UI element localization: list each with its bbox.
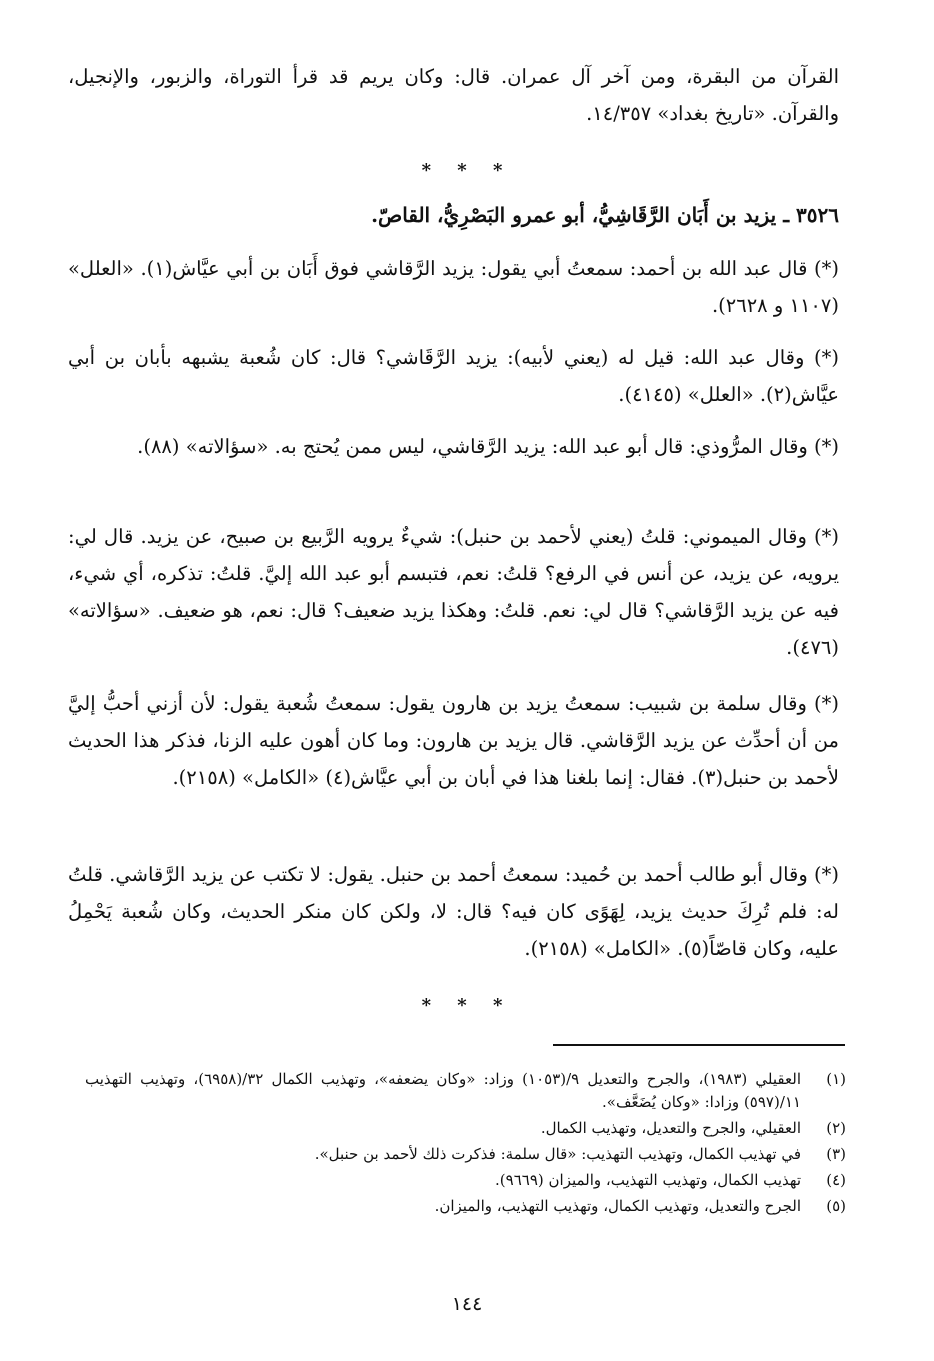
footnote-number: (١) [826, 1070, 846, 1088]
footnote-number: (٣) [826, 1145, 846, 1163]
top-paragraph-block [68, 58, 839, 132]
footnote-item [85, 1068, 846, 1114]
entry-heading-block [68, 198, 839, 232]
paragraph-6-block [68, 856, 839, 967]
paragraph-2: (*) وقال عبد الله: قيل له (يعني لأبيه): يزيد الرَّقَاشي؟ قال: كان شُعبة يشبهه بأبان بن أبي عيَّاش(٢). «العلل» (٤١٤٥). [68, 346, 839, 406]
footnote-divider [553, 1044, 845, 1046]
paragraph-6: (*) وقال أبو طالب أحمد بن حُميد: سمعتُ أحمد بن حنبل. يقول: لا تكتب عن يزيد الرَّقاشي. قلتُ له: فلم تُرِكَ حديث يزيد، لِهَوًى كان فيه؟ قال: لا، ولكن كان منكر الحديث، وكان شُعبة يَحْمِلُ عليه، وكان قاصّاً(٥). «الكامل» (٢١٥٨). [68, 863, 839, 960]
footnote-text: العقيلي (١٩٨٣)، والجرح والتعديل ٩/(١٠٥٣) وزاد: «وكان يضعفه»، وتهذيب الكمال ٣٢/(٦٩٥٨)، وتهذيب التهذيب ١١/(٥٩٧) وزادا: «وكان يُضَعَّف». [85, 1070, 801, 1111]
footnote-text: العقيلي، والجرح والتعديل، وتهذيب الكمال. [540, 1119, 801, 1137]
paragraph-4: (*) وقال الميموني: قلتُ (يعني لأحمد بن حنبل): شيءٌ يرويه الرَّبيع بن صبيح، عن يزيد. قال لي: يرويه، عن يزيد، عن أنس في الرفع؟ قلتُ: نعم، فتبسم أبو عبد الله إليَّ. قلتُ: تذكره، أي شيء، فيه عن يزيد الرَّقاشي؟ قال لي: نعم. قلتُ: وهكذا يزيد ضعيف؟ قال: نعم، هو ضعيف. «سؤالاته» (٤٧٦). [68, 525, 839, 659]
footnote-number: (٢) [826, 1119, 846, 1137]
footnote-item [85, 1169, 846, 1192]
footnote-text: في تهذيب الكمال، وتهذيب التهذيب: «قال سلمة: فذكرت ذلك لأحمد بن حنبل». [314, 1145, 801, 1163]
paragraph-1-block [68, 250, 839, 324]
footnote-number: (٥) [826, 1197, 846, 1215]
separator-stars-bottom: * * * [421, 995, 513, 1016]
footnote-text: الجرح والتعديل، وتهذيب الكمال، وتهذيب التهذيب، والميزان. [434, 1197, 801, 1215]
footnote-item [85, 1143, 846, 1166]
top-paragraph: القرآن من البقرة، ومن آخر آل عمران. قال: وكان يريم قد قرأ التوراة، والزبور، والإنجيل، والقرآن. «تاريخ بغداد» ١٤/٣٥٧. [68, 65, 839, 125]
paragraph-5-block [68, 685, 839, 796]
footnote-text: تهذيب الكمال، وتهذيب التهذيب، والميزان (٩٦٦٩). [495, 1171, 801, 1189]
paragraph-3-block [68, 428, 839, 465]
paragraph-4-block [68, 518, 839, 666]
paragraph-2-block [68, 339, 839, 413]
footnotes-list [85, 1068, 846, 1221]
entry-heading: ٣٥٢٦ ـ يزيد بن أَبَان الرَّقَاشِيُّ، أبو عمرو البَصْرِيُّ، القاصّ. [371, 203, 839, 227]
page-number: ١٤٤ [451, 1293, 483, 1315]
paragraph-3: (*) وقال المرُّوذي: قال أبو عبد الله: يزيد الرَّقاشي، ليس ممن يُحتج به. «سؤالاته» (٨٨). [137, 435, 839, 458]
footnote-number: (٤) [826, 1171, 846, 1189]
footnote-item [85, 1117, 846, 1140]
paragraph-5: (*) وقال سلمة بن شبيب: سمعتُ يزيد بن هارون يقول: سمعتُ شُعبة يقول: لأن أزني أحبُّ إليَّ من أن أحدِّث عن يزيد الرَّقاشي. قال يزيد بن هارون: وما كان أهون عليه الزنا، فذكر هذا الحديث لأحمد بن حنبل(٣). فقال: إنما بلغنا هذا في أبان بن أبي عيَّاش(٤) «الكامل» (٢١٥٨). [68, 692, 839, 789]
separator-stars-top: * * * [421, 160, 513, 181]
paragraph-1: (*) قال عبد الله بن أحمد: سمعتُ أبي يقول: يزيد الرَّقاشي فوق أَبَان بن أبي عيَّاش(١). «العلل» (١١٠٧ و ٢٦٢٨). [68, 257, 839, 317]
footnote-item [85, 1195, 846, 1218]
